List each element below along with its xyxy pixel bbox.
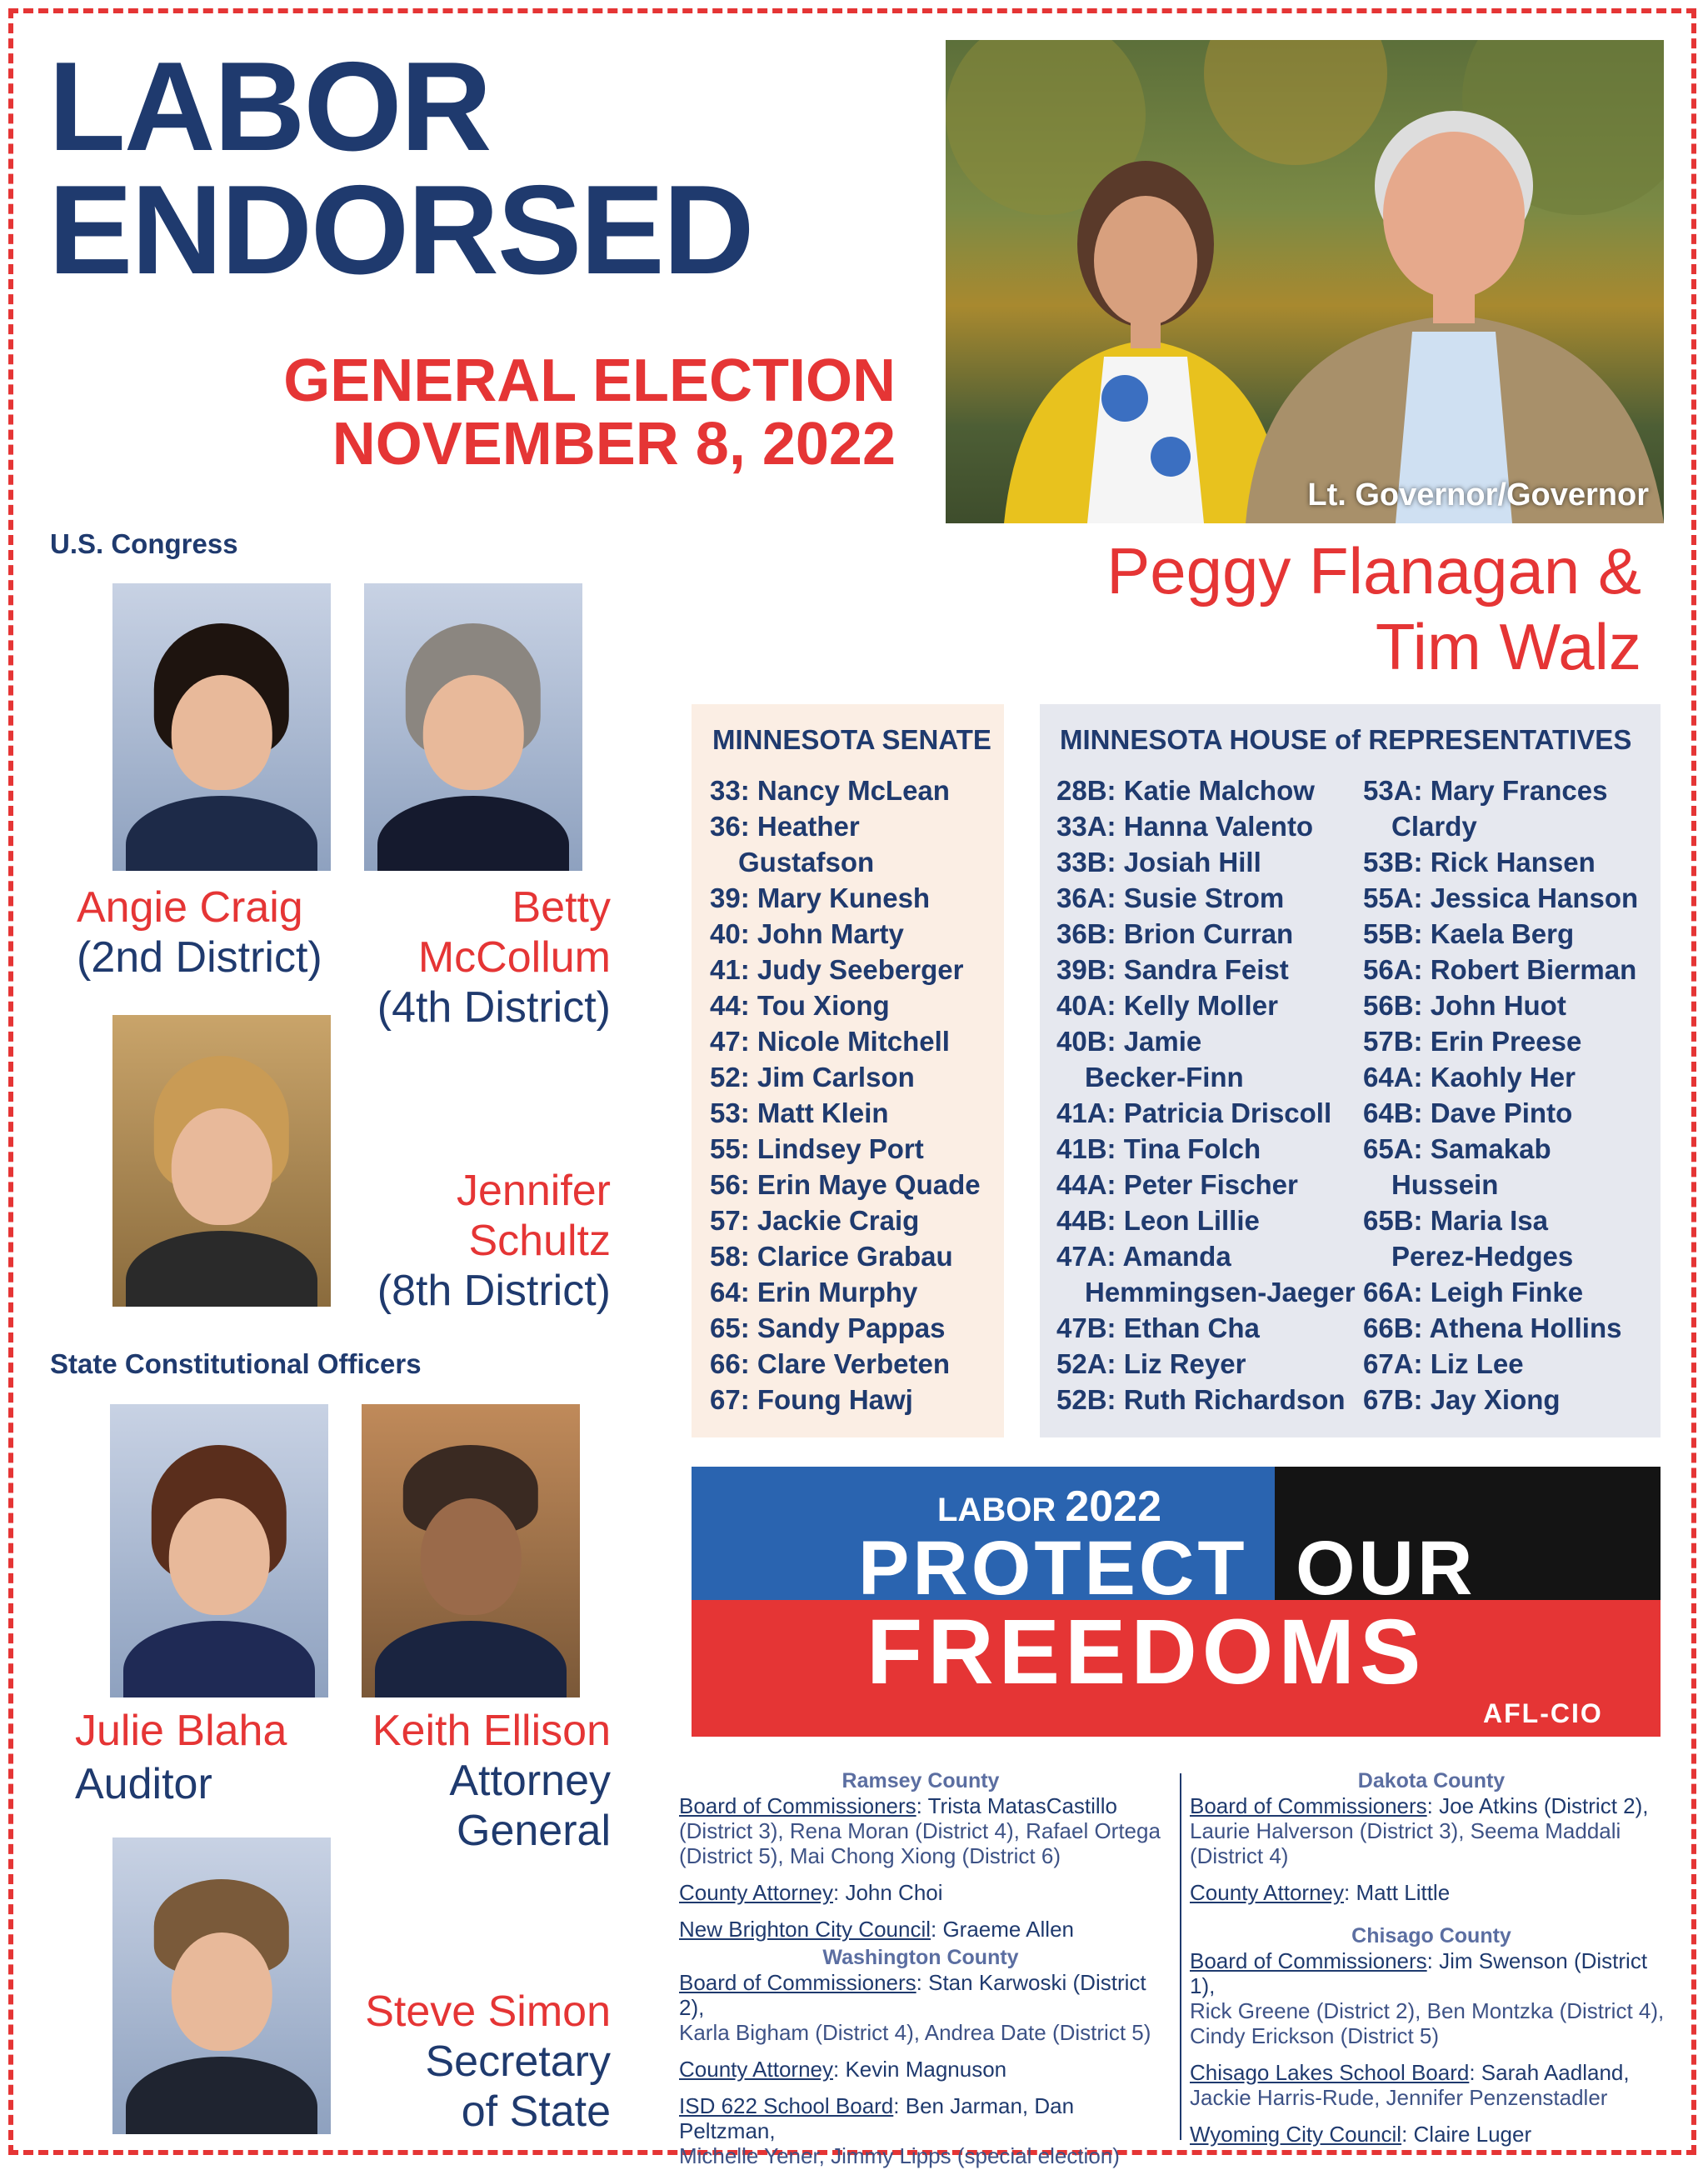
- blaha-name: Julie Blaha: [75, 1707, 287, 1755]
- washington-board-line2: Karla Bigham (District 4), Andrea Date (District 5): [679, 2020, 1151, 2045]
- house-item: 56A: Robert Bierman: [1363, 954, 1637, 985]
- simon-photo-face: [172, 1932, 272, 2051]
- house-item: 55B: Kaela Berg: [1363, 918, 1575, 949]
- ellison-role-2: General: [457, 1806, 611, 1855]
- washington-title: Washington County: [822, 1946, 1019, 1969]
- dakota-board: [1190, 1793, 1673, 1868]
- mccollum-district: (4th District): [377, 982, 611, 1032]
- title-labor: LABOR: [48, 36, 491, 178]
- house-item: 65B: Maria Isa: [1363, 1205, 1548, 1236]
- chisago-board-line2: Rick Greene (District 2), Ben Montzka (District 4),: [1190, 1998, 1665, 2023]
- senate-item: 64: Erin Murphy: [710, 1277, 918, 1308]
- dakota-attorney-text: : Matt Little: [1344, 1880, 1451, 1905]
- schultz-label: [377, 1167, 611, 1316]
- simon-label: [365, 1988, 611, 2137]
- craig-district: (2nd District): [77, 933, 322, 982]
- blaha-role: Auditor: [75, 1760, 212, 1808]
- hero-caption: Lt. Governor/Governor: [1307, 478, 1649, 512]
- simon-role-1: Secretary: [425, 2037, 611, 2086]
- isd-622-board: [679, 2093, 1162, 2168]
- senate-item: Gustafson: [738, 847, 875, 878]
- mccollum-photo: [364, 583, 582, 871]
- senate-box: [692, 704, 1004, 1438]
- senate-item: 36: Heather: [710, 811, 860, 842]
- senate-heading: MINNESOTA SENATE: [712, 724, 991, 755]
- simon-role-2: of State: [461, 2087, 611, 2136]
- dakota-board-label: Board of Commissioners: [1190, 1793, 1427, 1818]
- banner-freedoms: FREEDOMS: [866, 1601, 1426, 1703]
- senate-item: 55: Lindsey Port: [710, 1133, 924, 1164]
- house-item: 36B: Brion Curran: [1056, 918, 1294, 949]
- house-item: 47B: Ethan Cha: [1056, 1312, 1260, 1343]
- blaha-photo-face: [169, 1498, 270, 1616]
- banner-protect: PROTECT: [858, 1526, 1248, 1611]
- banner-afl-cio: AFL-CIO: [1483, 1698, 1603, 1728]
- hero-name-line-1: Peggy Flanagan &: [1106, 534, 1641, 608]
- senate-item: 40: John Marty: [710, 918, 904, 949]
- new-brighton-text: : Graeme Allen: [931, 1917, 1074, 1942]
- house-box: [1040, 704, 1661, 1438]
- house-item: 53A: Mary Frances: [1363, 775, 1608, 806]
- ramsey-board-line2: (District 3), Rena Moran (District 4), Rafael Ortega: [679, 1818, 1161, 1843]
- ellison-photo-shoulders: [375, 1621, 567, 1698]
- craig-photo: [112, 583, 331, 871]
- house-item: 64B: Dave Pinto: [1363, 1098, 1573, 1128]
- ellison-name: Keith Ellison: [372, 1707, 611, 1755]
- ramsey-attorney-label: County Attorney: [679, 1880, 833, 1905]
- banner-year: 2022: [1065, 1482, 1162, 1531]
- ellison-role-1: Attorney: [449, 1756, 611, 1805]
- banner-labor-year: [937, 1482, 1161, 1532]
- new-brighton-council: [679, 1917, 1162, 1942]
- washington-attorney-label: County Attorney: [679, 2057, 833, 2082]
- ramsey-board-line3: (District 5), Mai Chong Xiong (District 6): [679, 1843, 1061, 1868]
- senate-item: 52: Jim Carlson: [710, 1062, 915, 1092]
- house-item: Perez-Hedges: [1391, 1241, 1574, 1272]
- senate-item: 33: Nancy McLean: [710, 775, 950, 806]
- ramsey-attorney-text: : John Choi: [833, 1880, 943, 1905]
- dakota-attorney: [1190, 1880, 1673, 1905]
- senate-item: 44: Tou Xiong: [710, 990, 890, 1021]
- house-item: Clardy: [1391, 811, 1477, 842]
- ramsey-title: Ramsey County: [842, 1769, 1000, 1792]
- house-list-col2: [1363, 772, 1638, 1418]
- house-item: 66B: Athena Hollins: [1363, 1312, 1622, 1343]
- senate-item: 58: Clarice Grabau: [710, 1241, 953, 1272]
- banner-our: OUR: [1296, 1526, 1476, 1611]
- ramsey-board-text: : Trista MatasCastillo: [916, 1793, 1117, 1818]
- house-item: 40A: Kelly Moller: [1056, 990, 1278, 1021]
- mccollum-photo-face: [423, 675, 524, 790]
- house-item: 40B: Jamie: [1056, 1026, 1202, 1057]
- schultz-photo: [112, 1015, 331, 1307]
- house-item: 33A: Hanna Valento: [1056, 811, 1314, 842]
- dakota-attorney-label: County Attorney: [1190, 1880, 1344, 1905]
- house-item: Becker-Finn: [1085, 1062, 1244, 1092]
- isd-622-line2: Michelle Yener, Jimmy Lipps (special election): [679, 2143, 1120, 2168]
- schultz-name-1: Jennifer: [457, 1167, 611, 1215]
- blaha-photo-shoulders: [123, 1621, 316, 1698]
- mccollum-name-1: Betty: [512, 883, 611, 932]
- officers-heading: State Constitutional Officers: [50, 1348, 422, 1379]
- dakota-title: Dakota County: [1357, 1769, 1506, 1792]
- mccollum-photo-shoulders: [377, 796, 570, 871]
- chisago-board: [1190, 1948, 1673, 2048]
- ramsey-board-label: Board of Commissioners: [679, 1793, 916, 1818]
- house-item: 66A: Leigh Finke: [1363, 1277, 1584, 1308]
- house-item: Hemmingsen-Jaeger: [1085, 1277, 1356, 1308]
- isd-622-label: ISD 622 School Board: [679, 2093, 894, 2118]
- washington-board-label: Board of Commissioners: [679, 1970, 916, 1995]
- washington-board: [679, 1970, 1162, 2045]
- wyoming-text: : Claire Luger: [1401, 2122, 1532, 2147]
- house-item: 56B: John Huot: [1363, 990, 1566, 1021]
- craig-photo-face: [172, 675, 272, 790]
- house-item: 64A: Kaohly Her: [1363, 1062, 1576, 1092]
- isd-622-text: : Ben Jarman, Dan Peltzman,: [679, 2093, 1075, 2143]
- dakota-board-text: : Joe Atkins (District 2),: [1426, 1793, 1649, 1818]
- chisago-lakes-text: : Sarah Aadland,: [1469, 2060, 1630, 2085]
- craig-photo-shoulders: [126, 796, 318, 871]
- washington-attorney-text: : Kevin Magnuson: [833, 2057, 1007, 2082]
- house-item: 33B: Josiah Hill: [1056, 847, 1261, 878]
- mccollum-label: [377, 883, 611, 1032]
- dakota-county: [1190, 1768, 1673, 2158]
- house-item: 39B: Sandra Feist: [1056, 954, 1289, 985]
- house-item: 57B: Erin Preese: [1363, 1026, 1582, 1057]
- dakota-board-line2: Laurie Halverson (District 3), Seema Maddali: [1190, 1818, 1621, 1843]
- house-item: 41B: Tina Folch: [1056, 1133, 1261, 1164]
- congress-heading: U.S. Congress: [50, 528, 238, 559]
- washington-attorney: [679, 2057, 1162, 2082]
- wyoming-council: [1190, 2122, 1673, 2147]
- senate-item: 57: Jackie Craig: [710, 1205, 920, 1236]
- chisago-board-label: Board of Commissioners: [1190, 1948, 1427, 1973]
- election-date: NOVEMBER 8, 2022: [332, 410, 896, 478]
- house-item: 65A: Samakab: [1363, 1133, 1551, 1164]
- ellison-label: [372, 1707, 611, 1856]
- house-item: 28B: Katie Malchow: [1056, 775, 1315, 806]
- governor-photo-art: [946, 40, 1664, 523]
- house-item: 44A: Peter Fischer: [1056, 1169, 1298, 1200]
- senate-item: 65: Sandy Pappas: [710, 1312, 946, 1343]
- governor-names: [1106, 533, 1641, 686]
- new-brighton-label: New Brighton City Council: [679, 1917, 931, 1942]
- protect-freedoms-banner: [692, 1467, 1661, 1737]
- schultz-photo-face: [172, 1108, 272, 1225]
- mccollum-name-2: McCollum: [417, 932, 611, 982]
- senate-item: 67: Foung Hawj: [710, 1384, 913, 1415]
- blaha-photo: [110, 1404, 328, 1698]
- simon-photo: [112, 1838, 331, 2134]
- house-item: 44B: Leon Lillie: [1056, 1205, 1260, 1236]
- schultz-district: (8th District): [377, 1266, 611, 1315]
- senate-item: 66: Clare Verbeten: [710, 1348, 950, 1379]
- senate-item: 39: Mary Kunesh: [710, 882, 931, 913]
- simon-photo-shoulders: [126, 2057, 318, 2134]
- senate-item: 53: Matt Klein: [710, 1098, 889, 1128]
- house-list-col1: [1056, 772, 1356, 1418]
- schultz-name-2: Schultz: [468, 1216, 611, 1265]
- election-line-1: GENERAL ELECTION: [283, 348, 896, 414]
- senate-item: 56: Erin Maye Quade: [710, 1169, 981, 1200]
- ramsey-county: [679, 1768, 1162, 2180]
- house-item: 55A: Jessica Hanson: [1363, 882, 1639, 913]
- washington-board-text: : Stan Karwoski (District 2),: [679, 1970, 1146, 2020]
- wyoming-label: Wyoming City Council: [1190, 2122, 1402, 2147]
- senate-item: 41: Judy Seeberger: [710, 954, 964, 985]
- house-item: 41A: Patricia Driscoll: [1056, 1098, 1332, 1128]
- title-endorsed: ENDORSED: [48, 159, 753, 301]
- craig-name: Angie Craig: [77, 883, 303, 932]
- chisago-board-line3: Cindy Erickson (District 5): [1190, 2023, 1440, 2048]
- chisago-board-text: : Jim Swenson (District 1),: [1190, 1948, 1648, 1998]
- house-item: 67B: Jay Xiong: [1363, 1384, 1561, 1415]
- house-item: 67A: Liz Lee: [1363, 1348, 1524, 1379]
- election-heading: [283, 350, 896, 476]
- county-divider: [1180, 1773, 1181, 2140]
- ramsey-attorney: [679, 1880, 1162, 1905]
- chisago-lakes-board: [1190, 2060, 1673, 2110]
- simon-name: Steve Simon: [365, 1988, 611, 2036]
- house-item: Hussein: [1391, 1169, 1499, 1200]
- house-item: 53B: Rick Hansen: [1363, 847, 1596, 878]
- ellison-photo-face: [421, 1498, 522, 1616]
- house-item: 52A: Liz Reyer: [1056, 1348, 1246, 1379]
- house-item: 47A: Amanda: [1056, 1241, 1231, 1272]
- chisago-lakes-line2: Jackie Harris-Rude, Jennifer Penzenstadler: [1190, 2085, 1608, 2110]
- banner-labor: LABOR: [937, 1492, 1056, 1528]
- senate-item: 47: Nicole Mitchell: [710, 1026, 950, 1057]
- governor-photo: [946, 40, 1664, 523]
- hero-name-line-2: Tim Walz: [1375, 610, 1641, 684]
- chisago-title: Chisago County: [1351, 1924, 1511, 1948]
- schultz-photo-shoulders: [126, 1231, 318, 1307]
- ellison-photo: [362, 1404, 580, 1698]
- house-item: 52B: Ruth Richardson: [1056, 1384, 1346, 1415]
- ramsey-board: [679, 1793, 1162, 1868]
- house-item: 36A: Susie Strom: [1056, 882, 1285, 913]
- senate-list: [710, 772, 981, 1418]
- chisago-lakes-label: Chisago Lakes School Board: [1190, 2060, 1470, 2085]
- house-heading: MINNESOTA HOUSE of REPRESENTATIVES: [1060, 724, 1632, 755]
- dakota-board-line3: (District 4): [1190, 1843, 1289, 1868]
